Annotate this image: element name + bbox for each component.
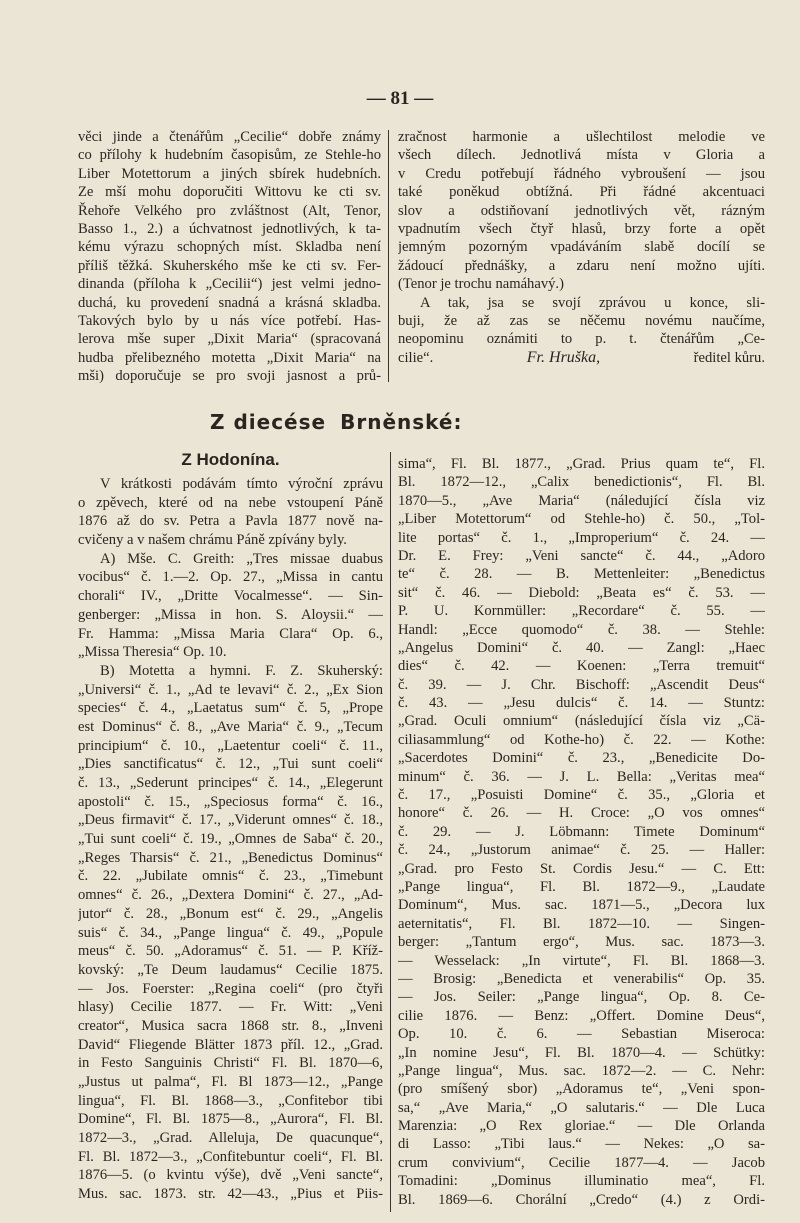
text-line: Domine“, Fl. Bl. 1875—8., „Aurora“, Fl. Bl.	[78, 1111, 383, 1128]
text-line: o zpěvech, které od na nebe vstoupení Páně	[78, 494, 383, 511]
column-divider-bottom	[390, 452, 391, 1212]
section-heading-part2: Brněnské:	[340, 410, 463, 434]
text-line: č. 43. — „Jesu dulcis“ č. 14. — Stuntz:	[398, 695, 765, 712]
text-line: co přílohy k hudebním časopisům, ze Stehle-ho	[78, 147, 381, 164]
text-line: vocibus“ č. 1.—2. Op. 27., „Missa in cantu	[78, 569, 383, 586]
text-line: č. 24., „Justorum animae“ č. 25. — Haller:	[398, 842, 765, 859]
text-line: Mus. sac. 1873. str. 42—43., „Pius et Piis-	[78, 1186, 383, 1203]
text-line: jemným pozorným vpadáváním slabě docílí se	[398, 239, 765, 256]
text-line: „Grad. Oculi omnium“ (následující čísla viz „Cä-	[398, 713, 765, 730]
text-line: principium“ č. 10., „Laetentur coeli“ č. 11.,	[78, 737, 383, 754]
text-line: 1876—5. (o kvintu výše), dvě „Veni sancte“,	[78, 1167, 383, 1184]
text-line: „In nomine Jesu“, Fl. Bl. 1870—4. — Schütky:	[398, 1044, 765, 1061]
top-left-column	[78, 128, 381, 385]
text-line: creator“, Musica sacra 1868 str. 8., „Inveni	[78, 1017, 383, 1034]
column-divider-top	[388, 130, 389, 382]
text-line: (Tenor je trochu namáhavý.)	[398, 276, 564, 293]
text-line: „Pange lingua“, Fl. Bl. 1872—9., „Laudate	[398, 878, 765, 895]
text-line: Bl. 1869—6. Chorální „Credo“ (4.) z Ordi-	[398, 1191, 765, 1208]
text-line: cvičeny a v našem chrámu Páně zpívány byly.	[78, 532, 347, 549]
signature-author: Fr. Hruška,	[526, 348, 601, 366]
text-line: duchá, ku provedení snadná a krásná skladba.	[78, 294, 381, 311]
text-line: chorali“ IV., „Dritte Vocalmesse“. — Sin-	[78, 588, 383, 605]
text-line: meus“ č. 50. „Adoramus“ č. 51. — P. Kříž-	[78, 943, 383, 960]
text-line: „Angelus Domini“ č. 40. — Zangl: „Haec	[398, 639, 765, 656]
text-line: suis“ č. 34., „Pange lingua“ č. 49., „Popule	[78, 924, 383, 941]
text-line: lerova mše super „Dixit Maria“ (spracovaná	[78, 331, 381, 348]
text-line: sa,“ „Ave Maria,“ „O salutaris.“ — Dle Luca	[398, 1099, 765, 1116]
text-line: P. U. Kornmüller: „Recordare“ č. 55. —	[398, 603, 765, 620]
text-line: 1870—5., „Ave Maria“ (náledující čísla viz	[398, 492, 765, 509]
text-line: B) Motetta a hymni. F. Z. Skuherský:	[100, 662, 383, 679]
text-line: všech dílech. Jednotlivá místa v Gloria a	[398, 147, 765, 164]
text-line: hudba přelibezného motetta „Dixit Maria“ na	[78, 349, 381, 366]
text-line: „Tui sunt coeli“ č. 19., „Omnes de Saba“ č. 20.,	[78, 831, 383, 848]
text-line: Op. 10. č. 6. — Sebastian Miseroca:	[398, 1026, 765, 1043]
page-number: — 81 —	[366, 88, 434, 109]
text-line: Řehoře Velkého pro zvláštnost (Alt, Tenor,	[78, 202, 381, 219]
text-line: neopominu oznámiti to p. t. čtenářům „Ce-	[398, 331, 765, 348]
text-line: Marenzia: „O Rex gloriae.“ — Dle Orlanda	[398, 1118, 765, 1135]
text-line: species“ č. 4., „Laetatus sum“ č. 5, „Prope	[78, 700, 383, 717]
text-line: Fr. Hamma: „Missa Maria Clara“ Op. 6.,	[78, 625, 383, 642]
text-line: Fl. Bl. 1872—3., „Confitebuntur coeli“, Fl. Bl.	[78, 1148, 383, 1165]
text-line: kému výrazu schopných míst. Skladba není	[78, 239, 381, 256]
text-line: V krátkosti podávám tímto výroční zprávu	[100, 476, 383, 492]
text-line: č. 29. — J. Löbmann: Timete Dominum“	[398, 823, 765, 840]
text-line: „Grad. pro Festo St. Cordis Jesu.“ — C. Ett:	[398, 860, 765, 877]
text-line: 1876 až do sv. Petra a Pavla 1877 nově na-	[78, 513, 383, 530]
text-line: Handl: „Ecce quomodo“ č. 38. — Stehle:	[398, 621, 765, 638]
text-line: te“ č. 28. — B. Mettenleiter: „Benedictus	[398, 566, 765, 583]
text-line: „Missa Theresia“ Op. 10.	[78, 644, 227, 661]
text-line: jutor“ č. 28., „Bonum est“ č. 29., „Angelis	[78, 905, 383, 922]
text-line: „Reges Tharsis“ č. 21., „Benedictus Dominus“	[78, 849, 383, 866]
text-line: Basso 1., 2.) a úchvatnost jednotlivých, k ta-	[78, 220, 381, 237]
text-line: Ze mší mohu doporučiti Wittovu ke cti sv.	[78, 184, 381, 201]
bottom-left-column	[78, 475, 383, 1204]
text-line: A tak, jsa se svojí zprávou u konce, sli-	[420, 294, 765, 311]
text-line: crum convivium“, Cecilie 1877—4. — Jacob	[398, 1154, 765, 1171]
text-line: buji, že až zas se něčemu novému naučíme,	[398, 312, 765, 329]
signature-title: ředitel kůru.	[693, 349, 765, 366]
text-line: aeternitatis“, Fl. Bl. 1872—10. — Singen-	[398, 915, 765, 932]
text-line: Dominum“, Mus. sac. 1871—5., „Decora lux	[398, 897, 765, 914]
text-line: sima“, Fl. Bl. 1877., „Grad. Prius quam te“, Fl.	[398, 456, 765, 472]
text-line: — Brosig: „Benedicta et venerabilis“ Op. 35.	[398, 970, 765, 987]
top-right-column	[398, 128, 765, 367]
text-line: č. 22. „Jubilate omnis“ č. 23., „Timebunt	[78, 868, 383, 885]
text-line: věci jinde a čtenářům „Cecilie“ dobře známy	[78, 129, 381, 145]
text-line: Bl. 1872—12., „Calix benedictionis“, Fl. Bl.	[398, 474, 765, 491]
text-line: A) Mše. C. Greith: „Tres missae duabus	[100, 550, 383, 567]
signature-lead: cilie“.	[398, 349, 434, 366]
text-line: slov a odstiňovaní jednotlivých vět, rázným	[398, 202, 765, 219]
text-line: lingua“, Fl. Bl. 1868—3., „Confitebor tibi	[78, 1092, 383, 1109]
text-line: David“ Fliegende Blätter 1873 příl. 12., „Grad.	[78, 1036, 383, 1053]
text-line: — Wesselack: „In virtute“, Fl. Bl. 1868—3.	[398, 952, 765, 969]
text-line: lite portas“ č. 1., „Improperium“ č. 24. —	[398, 529, 765, 546]
text-line: „Deus firmavit“ č. 17., „Viderunt omnes“ č. 18.,	[78, 812, 383, 829]
text-line: est Dominus“ č. 8., „Ave Maria“ č. 9., „Tecum	[78, 718, 383, 735]
text-line: in Festo Sanguinis Christi“ Fl. Bl. 1870—6,	[78, 1055, 383, 1072]
text-line: také poněkud obtížná. Při řádné akcentuaci	[398, 184, 765, 201]
text-line: Takových bylo by u nás více potřebí. Has-	[78, 312, 381, 329]
text-line: 1872—3., „Grad. Alleluja, De quacunque“,	[78, 1130, 383, 1147]
text-line: sit“ č. 46. — Diebold: „Beata es“ č. 53. —	[398, 584, 765, 601]
text-line: ciliasammlung“ od Kothe-ho) č. 22. — Kothe:	[398, 731, 765, 748]
text-line: — Jos. Seiler: „Pange lingua“, Op. 8. Ce-	[398, 989, 765, 1006]
text-line: genberger: „Missa in hon. S. Aloysii.“ —	[78, 606, 383, 623]
subheading: Z Hodonína.	[181, 450, 280, 469]
text-line: dies“ č. 42. — Koenen: „Terra tremuit“	[398, 658, 765, 675]
text-line: Tomadini: „Dominus illuminatio mea“, Fl.	[398, 1173, 765, 1190]
text-line: „Justus ut palma“, Fl. Bl 1873—12., „Pange	[78, 1074, 383, 1090]
text-line: cilie 1876. — Benz: „Offert. Domine Deus“,	[398, 1007, 765, 1024]
section-heading-part1: Z diecése	[210, 410, 327, 434]
text-line: Liber Motettorum a jiných sbírek hudebních.	[78, 165, 381, 182]
text-line: berger: „Tantum ergo“, Mus. sac. 1873—3.	[398, 934, 765, 951]
text-line: hlasy) Cecilie 1877. — Fr. Witt: „Veni	[78, 999, 383, 1016]
text-line: č. 39. — J. Chr. Bischoff: „Ascendit Deus“	[398, 676, 765, 693]
text-line: minum“ č. 36. — J. L. Bella: „Veritas mea“	[398, 768, 765, 785]
text-line: apostoli“ č. 15., „Speciosus forma“ č. 16.,	[78, 793, 383, 810]
text-line: (pro smíšený sbor) „Adoramus te“, „Veni spon-	[398, 1081, 765, 1098]
text-line: omnes“ č. 26., „Dextera Domini“ č. 27., „Ad-	[78, 887, 383, 904]
text-line: žádoucí přednášky, a zdaru není možno ujíti.	[398, 257, 765, 274]
bottom-right-column	[398, 455, 765, 1209]
text-line: „Sacerdotes Domini“ č. 23., „Benedicite Do-	[398, 750, 765, 767]
text-line: č. 17., „Posuisti Domine“ č. 35., „Gloria et	[398, 787, 765, 804]
text-line: honore“ č. 26. — H. Croce: „O vos omnes“	[398, 805, 765, 822]
text-line: „Liber Motettorum“ od Stehle-ho) č. 50., „Tol-	[398, 511, 765, 528]
text-line: dinanda (příloha k „Cecilii“) jest velmi jedno-	[78, 276, 381, 293]
text-line: di Lasso: „Tibi laus.“ — Nekes: „O sa-	[398, 1136, 765, 1153]
signature	[398, 349, 765, 367]
text-line: vpadnutím všech čtyř hlasů, brzy forte a opět	[398, 220, 765, 237]
section-heading	[210, 410, 476, 434]
text-line: Dr. E. Frey: „Veni sancte“ č. 44., „Adoro	[398, 547, 765, 564]
text-line: „Dies sanctificatus“ č. 12., „Tui sunt coeli“	[78, 756, 383, 773]
text-line: příliš těžká. Skuherského mše ke cti sv. Fer-	[78, 257, 381, 274]
text-line: mši) doporučuje se pro svoji jasnost a prů-	[78, 368, 381, 385]
text-line: — Jos. Foerster: „Regina coeli“ (pro čtyři	[78, 980, 383, 997]
text-line: kovský: „Te Deum laudamus“ Cecilie 1875.	[78, 961, 383, 978]
text-line: zračnost harmonie a ušlechtilost melodie ve	[398, 129, 765, 145]
text-line: v Credu potřebují řádného vybroušení — jsou	[398, 165, 765, 182]
text-line: č. 13., „Sederunt principes“ č. 14., „Elegerunt	[78, 775, 383, 791]
text-line: „Universi“ č. 1., „Ad te levavi“ č. 2., „Ex Sion	[78, 681, 383, 698]
text-line: „Pange lingua“, Mus. sac. 1872—2. — C. Nehr:	[398, 1062, 765, 1079]
